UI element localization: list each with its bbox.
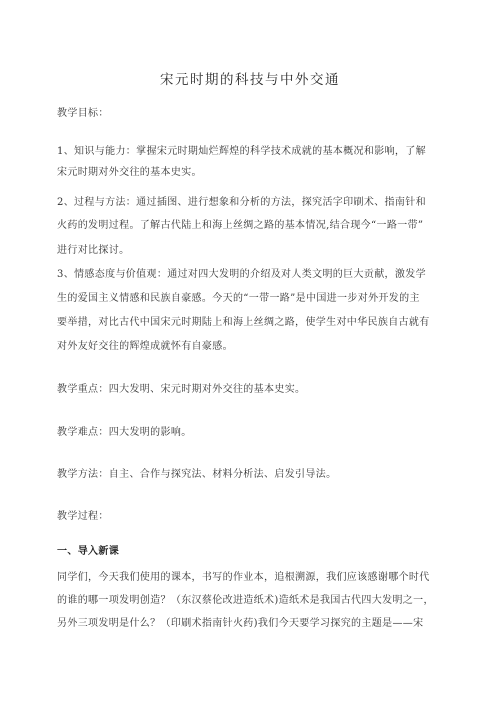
intro-line-1: 同学们，今天我们使用的课本，书写的作业本，追根溯源，我们应该感谢哪个时代 xyxy=(57,572,430,583)
document-title: 宋元时期的科技与中外交通 xyxy=(160,72,340,88)
intro-line-3: 另外三项发明是什么？（印刷术指南针火药)我们今天要学习探究的主题是——宋 xyxy=(57,618,424,629)
objective-2-line-3: 进行对比探讨。 xyxy=(57,245,130,256)
intro-line-2: 的谁的哪一项发明创造？（东汉蔡伦改进造纸术)造纸术是我国古代四大发明之一， xyxy=(57,595,434,606)
key-points: 教学重点：四大发明、宋元时期对外交往的基本史实。 xyxy=(57,384,306,395)
process-heading: 教学过程： xyxy=(57,511,109,522)
objective-1-line-1: 1、知识与能力：掌握宋元时期灿烂辉煌的科学技术成就的基本概况和影响，了解 xyxy=(57,146,426,157)
objectives-heading: 教学目标： xyxy=(57,108,109,119)
objective-2-line-2: 火药的发明过程。了解古代陆上和海上丝绸之路的基本情况,结合现今“一路一带” xyxy=(57,220,424,231)
section-1-heading: 一、导入新课 xyxy=(57,546,120,557)
objective-3-line-3: 要举措，对比古代中国宋元时期陆上和海上丝绸之路，使学生对中华民族自古就有 xyxy=(57,317,430,328)
objective-3-line-2: 生的爱国主义情感和民族自豪感。今天的“一带一路”是中国进一步对外开发的主 xyxy=(57,293,420,304)
objective-3-line-1: 3、情感态度与价值观：通过对四大发明的介绍及对人类文明的巨大贡献，激发学 xyxy=(57,269,426,280)
objective-1-line-2: 宋元时期对外交往的基本史实。 xyxy=(57,167,202,178)
teaching-methods: 教学方法：自主、合作与探究法、材料分析法、启发引导法。 xyxy=(57,469,337,480)
objective-2-line-1: 2、过程与方法：通过插图、进行想象和分析的方法，探究活字印刷术、指南针和 xyxy=(57,197,426,208)
difficulties: 教学难点：四大发明的影响。 xyxy=(57,427,192,438)
objective-3-line-4: 对外友好交往的辉煌成就怀有自豪感。 xyxy=(57,341,233,352)
